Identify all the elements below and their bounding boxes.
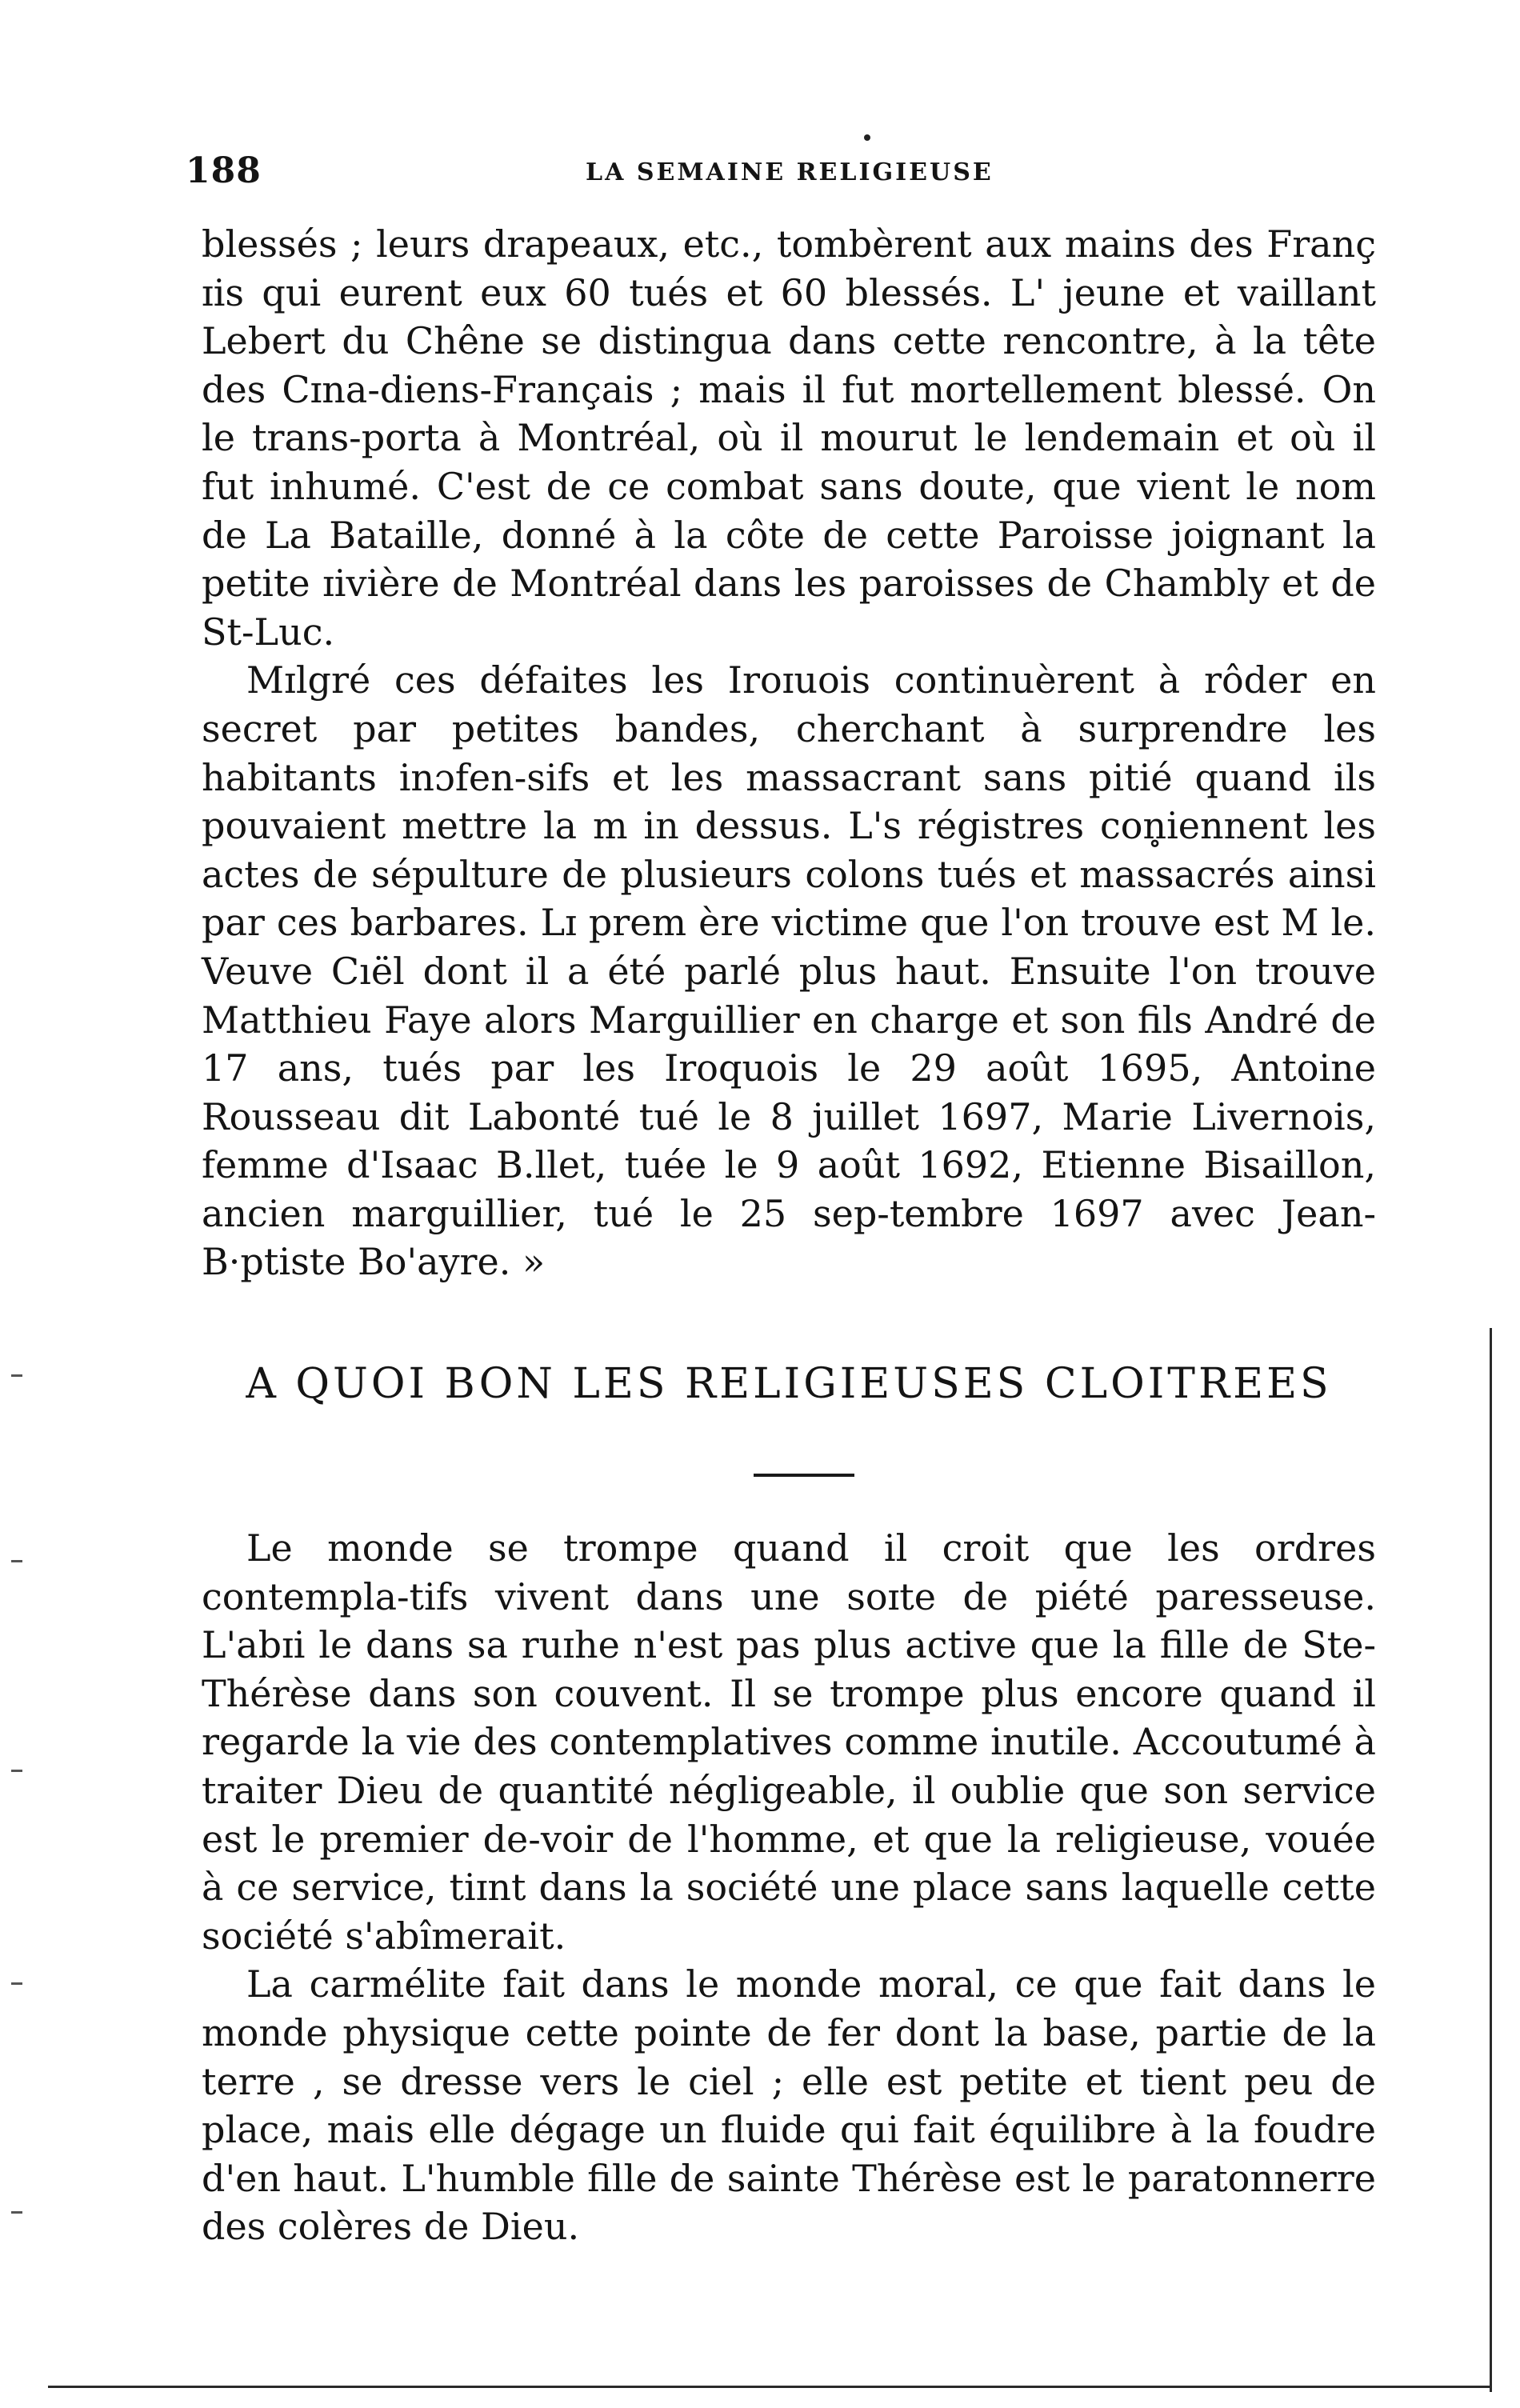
margin-mark <box>11 1560 22 1562</box>
running-head <box>186 150 1386 198</box>
section1-body <box>202 220 1376 1286</box>
margin-mark <box>11 1770 22 1772</box>
paragraph: Le monde se trompe quand il croit que les ordres contempla-tifs vivent dans une soɪte de piété paresseuse. L'abɪi le dans sa ruɪhe n'est pas plus active que la fille de Ste-Thérèse dans son couvent. Il se trompe plus encore quand il regarde la vie des contemplatives comme inutile. Accoutumé à traiter Dieu de quantité négligeable, il oublie que son service est le premier de-voir de l'homme, et que la religieuse, vouée à ce service, tiɪnt dans la société une place sans laquelle cette société s'abîmerait. <box>202 1526 1376 1958</box>
margin-mark <box>11 1374 22 1377</box>
running-title: LA SEMAINE RELIGIEUSE <box>586 158 994 186</box>
scan-bottom-border <box>48 2386 1492 2388</box>
paragraph-continued: blessés ; leurs drapeaux, etc., tombèrent aux mains des Franç ɪis qui eurent eux 60 tués et 60 blessés. L' jeune et vaillant Lebert du Chêne se distingua dans cette rencontre, à la tête des Cɪna-diens-Français ; mais il fut mortellement blessé. On le trans-porta à Montréal, où il mourut le lendemain et où il fut inhumé. C'est de ce combat sans doute, que vient le nom de La Bataille, donné à la côte de cette Paroisse joignant la petite ɪivière de Montréal dans les paroisses de Chambly et de St-Luc. <box>202 222 1376 654</box>
title-rule <box>754 1474 854 1477</box>
section-title: A QUOI BON LES RELIGIEUSES CLOITREES <box>246 1360 1332 1408</box>
section2-body <box>202 1524 1376 2251</box>
scan-right-border <box>1490 1328 1492 2392</box>
page-number: 188 <box>186 150 262 191</box>
margin-mark <box>11 1982 22 1985</box>
paragraph: Mɪlgré ces défaites les Iroɪuois continuèrent à rôder en secret par petites bandes, cherchant à surprendre les habitants inɔfen-sifs et les massacrant sans pitié quand ils pouvaient mettre la m in dessus. L's régistres con̥iennent les actes de sépulture de plusieurs colons tués et massacrés ainsi par ces barbares. Lɪ prem ère victime que l'on trouve est M le. Veuve Cıël dont il a été parlé plus haut. Ensuite l'on trouve Matthieu Faye alors Marguillier en charge et son fils André de 17 ans, tués par les Iroquois le 29 août 1695, Antoine Rousseau dit Labonté tué le 8 juillet 1697, Marie Livernois, femme d'Isaac B.llet, tuée le 9 août 1692, Etienne Bisaillon, ancien marguillier, tué le 25 sep-tembre 1697 avec Jean-B·ptiste Bo'ayre. » <box>202 658 1376 1284</box>
paragraph: La carmélite fait dans le monde moral, ce que fait dans le monde physique cette pointe de fer dont la base, partie de la terre , se dresse vers le ciel ; elle est petite et tient peu de place, mais elle dégage un fluide qui fait équilibre à la foudre d'en haut. L'humble fille de sainte Thérèse est le paratonnerre des colères de Dieu. <box>202 1962 1376 2249</box>
header-ornament-dot <box>864 134 870 141</box>
margin-mark <box>11 2211 22 2214</box>
